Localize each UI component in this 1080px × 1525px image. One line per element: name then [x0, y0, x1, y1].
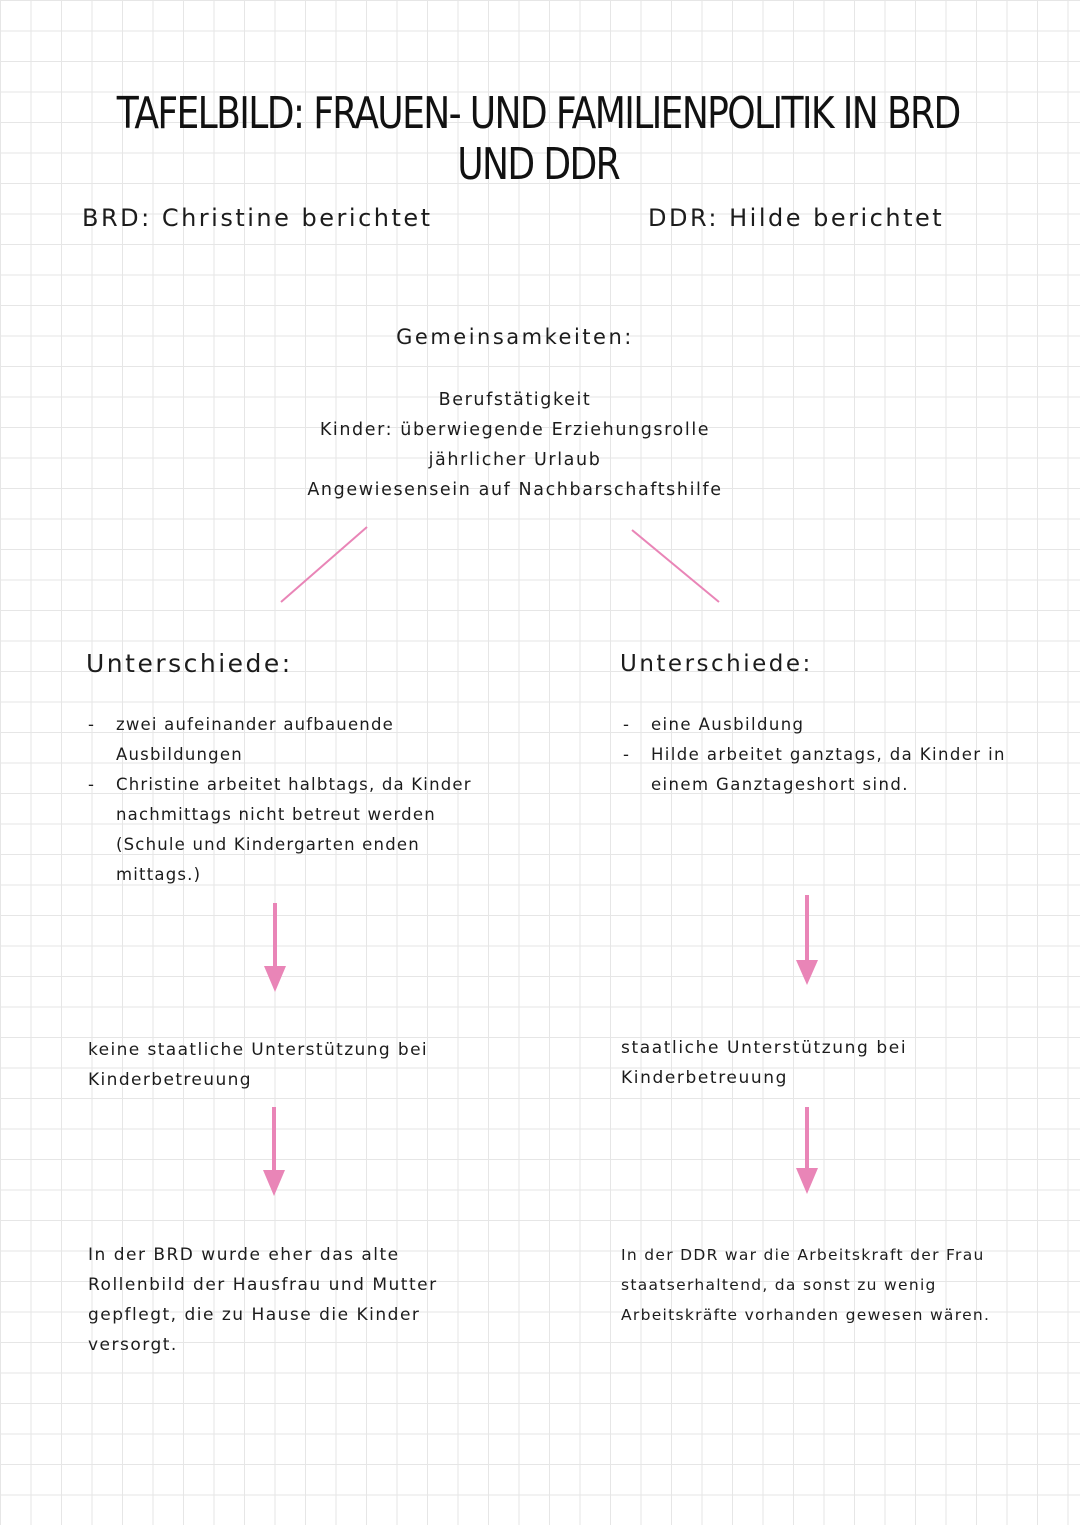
list-item: - Hilde arbeitet ganztags, da Kinder in einem Ganztageshort sind. — [623, 740, 1023, 800]
ddr-diff-heading: Unterschiede: — [620, 651, 813, 677]
ddr-diff-list — [623, 710, 1023, 800]
brd-conclusion: In der BRD wurde eher das alte Rollenbild der Hausfrau und Mutter gepflegt, die zu Hause die Kinder versorgt. — [88, 1245, 438, 1355]
ddr-support: staatliche Unterstützung bei Kinderbetreuung — [621, 1038, 908, 1088]
brd-diff-list — [88, 710, 508, 890]
arrow-down-icon — [264, 966, 286, 992]
ddr-header: DDR: Hilde berichtet — [648, 204, 945, 232]
common-item: Kinder: überwiegende Erziehungsrolle — [319, 420, 711, 440]
arrow-down-icon — [796, 960, 818, 985]
list-item: - eine Ausbildung — [623, 710, 1023, 740]
branch-line-left — [281, 527, 367, 602]
arrow-down-icon — [796, 1168, 818, 1194]
common-item: jährlicher Urlaub — [428, 450, 602, 470]
brd-support: keine staatliche Unterstützung bei Kinderbetreuung — [88, 1040, 429, 1090]
list-item: - zwei aufeinander aufbauende Ausbildungen — [88, 710, 508, 770]
brd-header: BRD: Christine berichtet — [82, 204, 433, 232]
page-title: TAFELBILD: FRAUEN- UND FAMILIENPOLITIK IN BRD UND DDR — [116, 88, 960, 190]
ddr-conclusion: In der DDR war die Arbeitskraft der Frau staatserhaltend, da sonst zu wenig Arbeitskräfte vorhanden gewesen wären. — [621, 1246, 991, 1324]
branch-line-right — [632, 530, 719, 602]
common-item: Angewiesensein auf Nachbarschaftshilfe — [307, 480, 723, 500]
common-item: Berufstätigkeit — [438, 390, 592, 410]
list-item: - Christine arbeitet halbtags, da Kinder nachmittags nicht betreut werden (Schule und Kindergarten enden mittags.) — [88, 770, 508, 890]
common-heading: Gemeinsamkeiten: — [396, 325, 634, 349]
brd-diff-heading: Unterschiede: — [86, 649, 293, 678]
arrow-down-icon — [263, 1170, 285, 1196]
